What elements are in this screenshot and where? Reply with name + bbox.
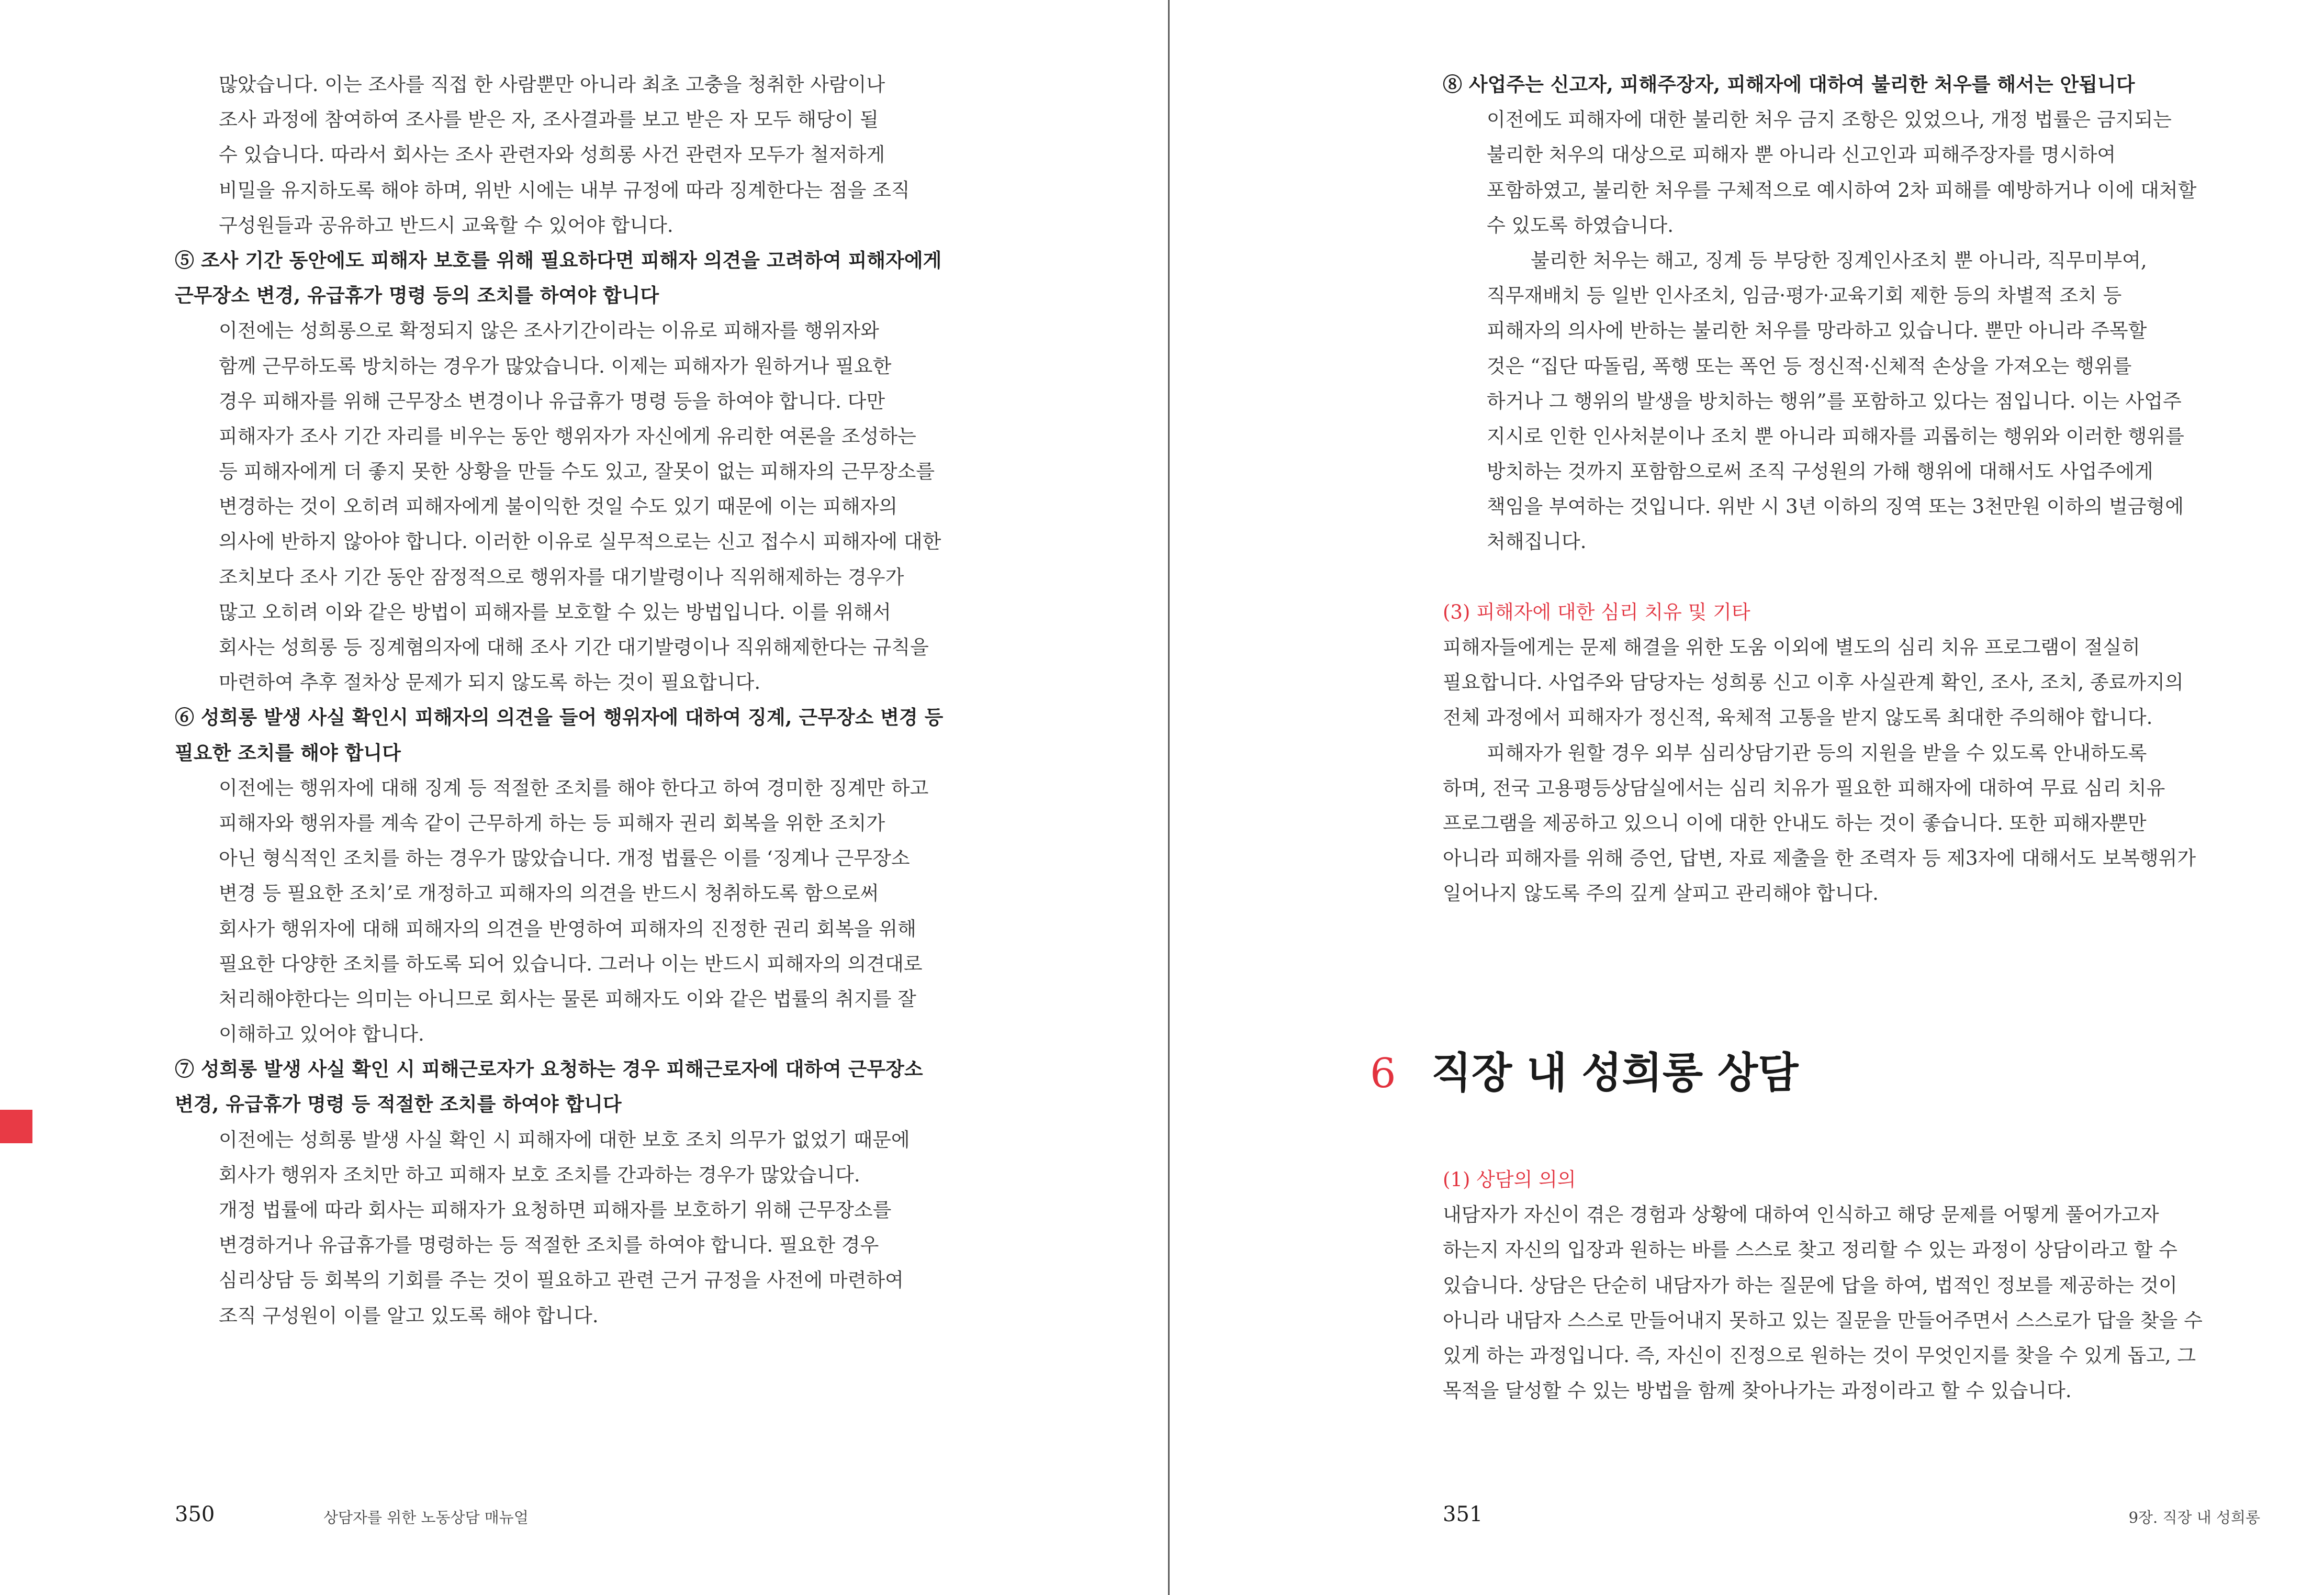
body-text-line: 불리한 처우의 대상으로 피해자 뿐 아니라 신고인과 피해주장자를 명시하여 (1487, 143, 2116, 166)
body-text-line: 이해하고 있어야 합니다. (219, 1023, 424, 1046)
body-text-line: 변경하거나 유급휴가를 명령하는 등 적절한 조치를 하여야 합니다. 필요한 경우 (219, 1234, 879, 1257)
body-text-line: 필요합니다. 사업주와 담당자는 성희롱 신고 이후 사실관계 확인, 조사, 조치, 종료까지의 (1443, 671, 2184, 694)
body-text-line: 수 있도록 하였습니다. (1487, 214, 1674, 237)
body-text-line: 것은 “집단 따돌림, 폭행 또는 폭언 등 정신적·신체적 손상을 가져오는 행위를 (1487, 354, 2132, 377)
chapter-tab-marker (0, 1110, 32, 1143)
footer-book-title: 상담자를 위한 노동상담 매뉴얼 (323, 1509, 529, 1526)
body-text-line: 프로그램을 제공하고 있으니 이에 대한 안내도 하는 것이 좋습니다. 또한 피해자뿐만 (1443, 811, 2147, 834)
body-text-line: 아닌 형식적인 조치를 하는 경우가 많았습니다. 개정 법률은 이를 ‘징계나 근무장소 (219, 847, 910, 870)
body-text-line: 있습니다. 상담은 단순히 내담자가 하는 질문에 답을 하여, 법적인 정보를 제공하는 것이 (1443, 1274, 2177, 1297)
body-text-line: 있게 하는 과정입니다. 즉, 자신이 진정으로 원하는 것이 무엇인지를 찾을 수 있게 돕고, 그 (1443, 1344, 2196, 1367)
body-text-line: 함께 근무하도록 방치하는 경우가 많았습니다. 이제는 피해자가 원하거나 필요한 (219, 354, 892, 377)
section-number: 6 (1370, 1050, 1396, 1097)
body-text-line: 심리상담 등 회복의 기회를 주는 것이 필요하고 관련 근거 규정을 사전에 마련하여 (219, 1269, 904, 1292)
body-text-line: 비밀을 유지하도록 해야 하며, 위반 시에는 내부 규정에 따라 징계한다는 점을 조직 (219, 179, 910, 202)
item-heading: 필요한 조치를 해야 합니다 (175, 741, 401, 764)
body-text-line: 피해자들에게는 문제 해결을 위한 도움 이외에 별도의 심리 치유 프로그램이 절실히 (1443, 636, 2140, 659)
body-text-line: 하거나 그 행위의 발생을 방치하는 행위”를 포함하고 있다는 점입니다. 이는 사업주 (1487, 389, 2182, 412)
left-page-body (175, 67, 981, 1333)
body-text-line: 책임을 부여하는 것입니다. 위반 시 3년 이하의 징역 또는 3천만원 이하의 벌금형에 (1487, 495, 2184, 518)
body-text-line: 개정 법률에 따라 회사는 피해자가 요청하면 피해자를 보호하기 위해 근무장소를 (219, 1199, 892, 1221)
body-text-line: 수 있습니다. 따라서 회사는 조사 관련자와 성희롱 사건 관련자 모두가 철저하게 (219, 143, 885, 166)
body-text-line: 회사가 행위자 조치만 하고 피해자 보호 조치를 간과하는 경우가 많았습니다. (219, 1163, 860, 1186)
body-text-line: 하며, 전국 고용평등상담실에서는 심리 치유가 필요한 피해자에 대하여 무료 심리 치유 (1443, 776, 2165, 799)
body-text-line: 처해집니다. (1487, 530, 1587, 553)
body-text-line: 하는지 자신의 입장과 원하는 바를 스스로 찾고 정리할 수 있는 과정이 상담이라고 할 수 (1443, 1239, 2177, 1262)
body-text-line: 처리해야한다는 의미는 아니므로 회사는 물론 피해자도 이와 같은 법률의 취지를 잘 (219, 987, 916, 1010)
section-heading (1370, 1039, 1799, 1099)
page-number-right: 351 (1443, 1502, 1483, 1526)
body-text-line: 조직 구성원이 이를 알고 있도록 해야 합니다. (219, 1304, 599, 1327)
right-page (1170, 0, 2324, 1595)
body-text-line: 이전에는 행위자에 대해 징계 등 적절한 조치를 해야 한다고 하여 경미한 징계만 하고 (219, 776, 929, 799)
body-text-line: 많고 오히려 이와 같은 방법이 피해자를 보호할 수 있는 방법입니다. 이를 위해서 (219, 600, 891, 623)
item-heading: 변경, 유급휴가 명령 등 적절한 조치를 하여야 합니다 (175, 1092, 622, 1116)
body-text-line: 직무재배치 등 일반 인사조치, 임금·평가·교육기회 제한 등의 차별적 조치 등 (1487, 284, 2122, 307)
body-text-line: 변경하는 것이 오히려 피해자에게 불이익한 것일 수도 있기 때문에 이는 피해자의 (219, 495, 898, 518)
body-text-line: 피해자의 의사에 반하는 불리한 처우를 망라하고 있습니다. 뿐만 아니라 주목할 (1487, 319, 2147, 342)
right-page-body-2 (1443, 1162, 2249, 1408)
body-text-line: 의사에 반하지 않아야 합니다. 이러한 이유로 실무적으로는 신고 접수시 피해자에 대한 (219, 530, 941, 553)
body-text-line: 변경 등 필요한 조치’로 개정하고 피해자의 의견을 반드시 청취하도록 함으로써 (219, 882, 879, 905)
body-text-line: 구성원들과 공유하고 반드시 교육할 수 있어야 합니다. (219, 214, 673, 237)
blank-line (1443, 560, 2249, 595)
body-text-line: 아니라 내담자 스스로 만들어내지 못하고 있는 질문을 만들어주면서 스스로가 답을 찾을 수 (1443, 1309, 2203, 1332)
body-text-line: 포함하였고, 불리한 처우를 구체적으로 예시하여 2차 피해를 예방하거나 이에 대처할 (1487, 179, 2197, 202)
body-text-line: 아니라 피해자를 위해 증언, 답변, 자료 제출을 한 조력자 등 제3자에 대해서도 보복행위가 (1443, 847, 2196, 870)
body-text-line: 많았습니다. 이는 조사를 직접 한 사람뿐만 아니라 최초 고충을 청취한 사람이나 (219, 73, 885, 96)
subsection-heading: (1) 상담의 의의 (1443, 1168, 1576, 1191)
body-text-line: 지시로 인한 인사처분이나 조치 뿐 아니라 피해자를 괴롭히는 행위와 이러한 행위를 (1487, 425, 2184, 448)
body-text-line: 조사 과정에 참여하여 조사를 받은 자, 조사결과를 보고 받은 자 모두 해당이 될 (219, 108, 879, 131)
item-heading: ⑧ 사업주는 신고자, 피해주장자, 피해자에 대하여 불리한 처우를 해서는 안됩니다 (1443, 73, 2135, 96)
subsection-heading: (3) 피해자에 대한 심리 치유 및 기타 (1443, 600, 1750, 623)
item-heading: ⑦ 성희롱 발생 사실 확인 시 피해근로자가 요청하는 경우 피해근로자에 대하여 근무장소 (175, 1057, 923, 1081)
body-text-line: 피해자가 원할 경우 외부 심리상담기관 등의 지원을 받을 수 있도록 안내하도록 (1487, 741, 2147, 764)
body-text-line: 내담자가 자신이 겪은 경험과 상황에 대하여 인식하고 해당 문제를 어떻게 풀어가고자 (1443, 1203, 2159, 1226)
page-number-left: 350 (175, 1502, 215, 1526)
body-text-line: 피해자와 행위자를 계속 같이 근무하게 하는 등 피해자 권리 회복을 위한 조치가 (219, 811, 885, 834)
body-text-line: 이전에는 성희롱 발생 사실 확인 시 피해자에 대한 보호 조치 의무가 없었기 때문에 (219, 1128, 910, 1151)
body-text-line: 불리한 처우는 해고, 징계 등 부당한 징계인사조치 뿐 아니라, 직무미부여, (1531, 249, 2147, 272)
body-text-line: 회사는 성희롱 등 징계혐의자에 대해 조사 기간 대기발령이나 직위해제한다는 규칙을 (219, 636, 929, 659)
body-text-line: 피해자가 조사 기간 자리를 비우는 동안 행위자가 자신에게 유리한 여론을 조성하는 (219, 425, 916, 448)
body-text-line: 이전에도 피해자에 대한 불리한 처우 금지 조항은 있었으나, 개정 법률은 금지되는 (1487, 108, 2172, 131)
body-text-line: 조치보다 조사 기간 동안 잠정적으로 행위자를 대기발령이나 직위해제하는 경우가 (219, 565, 904, 588)
body-text-line: 마련하여 추후 절차상 문제가 되지 않도록 하는 것이 필요합니다. (219, 671, 761, 694)
body-text-line: 필요한 다양한 조치를 하도록 되어 있습니다. 그러나 이는 반드시 피해자의 의견대로 (219, 952, 923, 975)
body-text-line: 목적을 달성할 수 있는 방법을 함께 찾아나가는 과정이라고 할 수 있습니다. (1443, 1379, 2072, 1402)
item-heading: 근무장소 변경, 유급휴가 명령 등의 조치를 하여야 합니다 (175, 284, 659, 307)
body-text-line: 이전에는 성희롱으로 확정되지 않은 조사기간이라는 이유로 피해자를 행위자와 (219, 319, 879, 342)
body-text-line: 회사가 행위자에 대해 피해자의 의견을 반영하여 피해자의 진정한 권리 회복을 위해 (219, 917, 916, 940)
body-text-line: 등 피해자에게 더 좋지 못한 상황을 만들 수도 있고, 잘못이 없는 피해자의 근무장소를 (219, 460, 935, 483)
body-text-line: 방치하는 것까지 포함함으로써 조직 구성원의 가해 행위에 대해서도 사업주에게 (1487, 460, 2153, 483)
body-text-line: 일어나지 않도록 주의 깊게 살피고 관리해야 합니다. (1443, 882, 1879, 905)
body-text-line: 전체 과정에서 피해자가 정신적, 육체적 고통을 받지 않도록 최대한 주의해야 합니다. (1443, 706, 2153, 729)
item-heading: ⑥ 성희롱 발생 사실 확인시 피해자의 의견을 들어 행위자에 대하여 징계, 근무장소 변경 등 (175, 706, 944, 729)
section-title: 직장 내 성희롱 상담 (1431, 1049, 1799, 1097)
footer-chapter-title: 9장. 직장 내 성희롱 (2128, 1509, 2260, 1526)
right-page-body (1443, 67, 2249, 911)
item-heading: ⑤ 조사 기간 동안에도 피해자 보호를 위해 필요하다면 피해자 의견을 고려하여 피해자에게 (175, 248, 942, 272)
body-text-line: 경우 피해자를 위해 근무장소 변경이나 유급휴가 명령 등을 하여야 합니다. 다만 (219, 389, 885, 412)
